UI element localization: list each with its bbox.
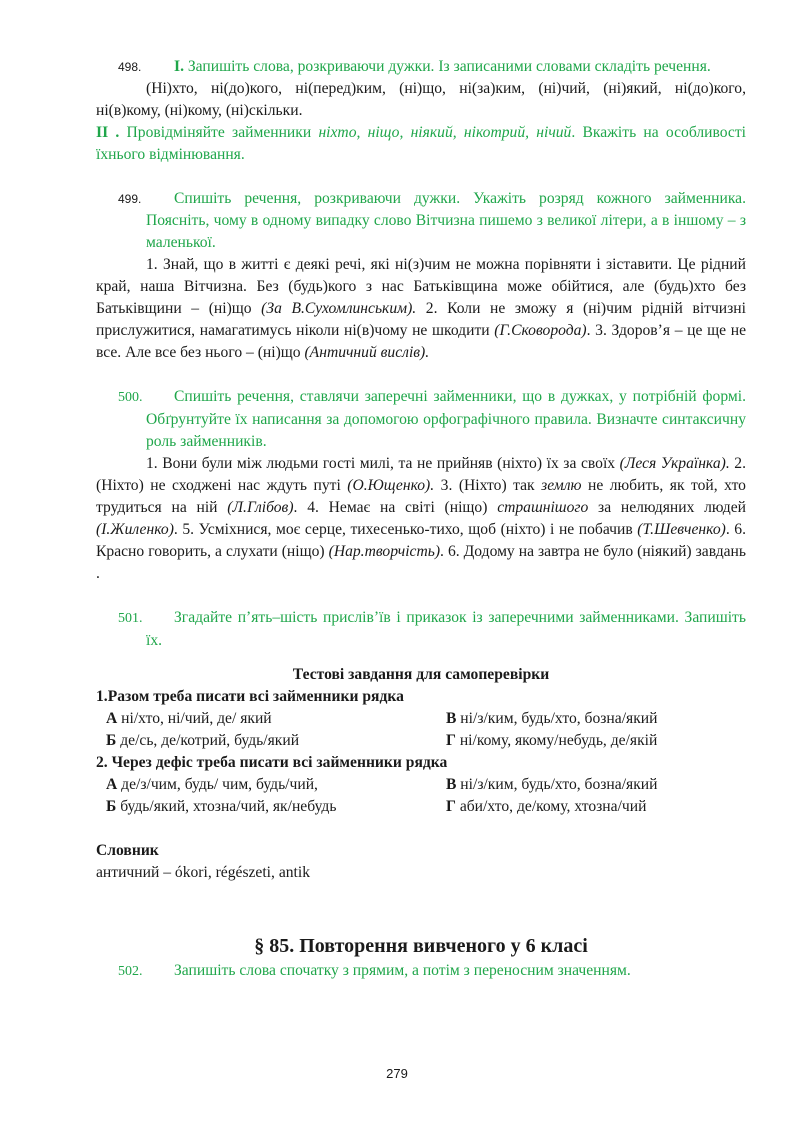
option-text: ні/з/ким, будь/хто, бозна/який: [456, 710, 658, 727]
page-number: 279: [386, 1066, 408, 1081]
exercise-number: 501.: [118, 611, 143, 626]
question-text: . Через дефіс треба писати всі займенники рядка: [103, 754, 448, 771]
source: (О.Ющенко).: [347, 477, 435, 494]
sentence: 2. Коли не зможу я (ні)чим рідній вітчизні прислужитися, намагатимусь ніколи ні(в)чому не шкодити: [96, 300, 746, 339]
task-text: Запишіть слова, розкриваючи дужки. Із записаними словами складіть речення.: [183, 58, 711, 75]
test-option-b: [96, 730, 446, 752]
option-text: аби/хто, де/кому, хтозна/чий: [455, 798, 647, 815]
option-text: будь/який, хтозна/чий, як/небудь: [116, 798, 337, 815]
option-letter: А: [106, 710, 118, 727]
task-text: Провідміняйте займенники: [119, 124, 319, 141]
exercise-502-task: [96, 960, 746, 983]
option-text: де/з/чим, будь/ чим, будь/чий,: [117, 776, 318, 793]
test-options-row: [96, 730, 746, 752]
test-option-g: [446, 730, 746, 752]
page-content: [96, 56, 746, 983]
source: (Античний вислів).: [304, 344, 430, 361]
exercise-501-task: [96, 607, 746, 652]
option-letter: Г: [446, 798, 456, 815]
exercise-number: 502.: [118, 964, 143, 979]
test-question-1: 1.Разом треба писати всі займенники рядка: [96, 688, 404, 705]
test-option-g: [446, 796, 746, 818]
source: (Г.Сковорода): [494, 322, 587, 339]
tests-title: Тестові завдання для самоперевірки: [292, 666, 550, 683]
pronoun-list: ніхто, ніщо, ніякий, нікотрий, нічий: [318, 124, 572, 141]
option-letter: Б: [106, 798, 117, 815]
part-label: II .: [96, 124, 120, 141]
task-text: Запишіть слова спочатку з прямим, а потім з переносним значенням.: [174, 962, 631, 979]
sentence: 2. (Ніхто) не сходжені нас ждуть путі: [96, 455, 747, 494]
sentence: . 6. Додому на завтра не було (ніякий) завдань .: [96, 543, 747, 582]
test-option-a: [96, 774, 446, 796]
option-letter: А: [106, 776, 118, 793]
exercise-498-task: [96, 56, 746, 78]
test-option-v: [446, 708, 746, 730]
sentence: 1. Вони були між людьми гості милі, та не прийняв (ніхто) їх за своїх: [146, 455, 620, 472]
option-letter: Б: [106, 732, 117, 749]
test-option-b: [96, 796, 446, 818]
sentence: 1. Знай, що в житті є деякі речі, які ні(з)чим не можна порівняти і зіставити. Це рідний край, наша Вітчизна. Без (будь)кого з нас Батьківщина може обійтися, але (будь)хто без Батьківщини – (ні)що: [96, 256, 746, 317]
source: (Леся Українка).: [619, 455, 730, 472]
question-number: 2: [96, 754, 104, 771]
sentence: не любить, як той, хто трудиться на ній: [96, 477, 746, 516]
option-letter: Г: [446, 732, 456, 749]
test-option-a: [96, 708, 446, 730]
option-text: ні/хто, ні/чий, де/ який: [117, 710, 272, 727]
source: (Л.Глібов): [227, 499, 294, 516]
exercise-498-words: (Ні)хто, ні(до)кого, ні(перед)ким, (ні)що, ні(за)ким, (ні)чий, (ні)який, ні(до)кого, ні(в)кому, (ні)кому, (ні)скільки.: [96, 80, 746, 119]
source: (За В.Сухомлинським).: [261, 300, 417, 317]
exercise-number: 498.: [118, 60, 142, 74]
exercise-499-task: [96, 188, 746, 254]
option-text: ні/з/ким, будь/хто, бозна/який: [456, 776, 658, 793]
option-text: де/сь, де/котрий, будь/який: [116, 732, 300, 749]
exercise-500-task: [96, 386, 746, 453]
option-letter: В: [446, 710, 457, 727]
task-text: . Вкажіть на особливості їхнього відмінювання.: [96, 124, 747, 163]
exercise-number: 499.: [118, 192, 142, 206]
test-question-2: [96, 752, 746, 774]
exercise-number: 500.: [118, 390, 143, 405]
part-label: I.: [174, 58, 184, 75]
task-text: Спишіть речення, розкриваючи дужки. Укажіть розряд кожного займенника. Поясніть, чому в одному випадку слово Вітчизна пишемо з великої літери, а в іншому – з маленької.: [146, 190, 746, 251]
test-options-row: [96, 796, 746, 818]
option-text: ні/кому, якому/небудь, де/якій: [455, 732, 658, 749]
highlighted-word: страшнішого: [497, 499, 589, 516]
sentence: . 3. Здоров’я – це ще не все. Але все без нього – (ні)що: [96, 322, 746, 361]
exercise-498-part2: [96, 122, 746, 166]
test-options-row: [96, 708, 746, 730]
sentence: . 5. Усміхнися, моє серце, тихесенько-тихо, щоб (ніхто) і не побачив: [173, 521, 638, 538]
dictionary-title: Словник: [96, 842, 159, 859]
task-text: Згадайте п’ять–шість прислів’їв і приказок із заперечними займенниками. Запишіть їх.: [146, 609, 746, 649]
exercise-499-text: [96, 254, 746, 364]
highlighted-word: землю: [541, 477, 582, 494]
sentence: . 6. Красно говорить, а слухати (ніщо): [96, 521, 746, 560]
source: (Нар.творчість): [328, 543, 441, 560]
source: (І.Жиленко): [96, 521, 174, 538]
test-options-row: [96, 774, 746, 796]
section-heading: § 85. Повторення вивченого у 6 класі: [254, 935, 588, 957]
exercise-500-text: [96, 453, 746, 585]
task-text: Спишіть речення, ставлячи заперечні займенники, що в дужках, у потрібній формі. Обґрунтуйте їх написання за допомогою орфографічного правила. Визначте синтаксичну роль займенників.: [146, 388, 746, 450]
source: (Т.Шевченко): [637, 521, 726, 538]
dictionary-entry: античний – ókori, régészeti, antik: [96, 864, 310, 881]
option-letter: В: [446, 776, 457, 793]
sentence: за нелюдяних людей: [588, 499, 746, 516]
sentence: 3. (Ніхто) так: [434, 477, 542, 494]
sentence: . 4. Немає на світі (ніщо): [293, 499, 498, 516]
test-option-v: [446, 774, 746, 796]
